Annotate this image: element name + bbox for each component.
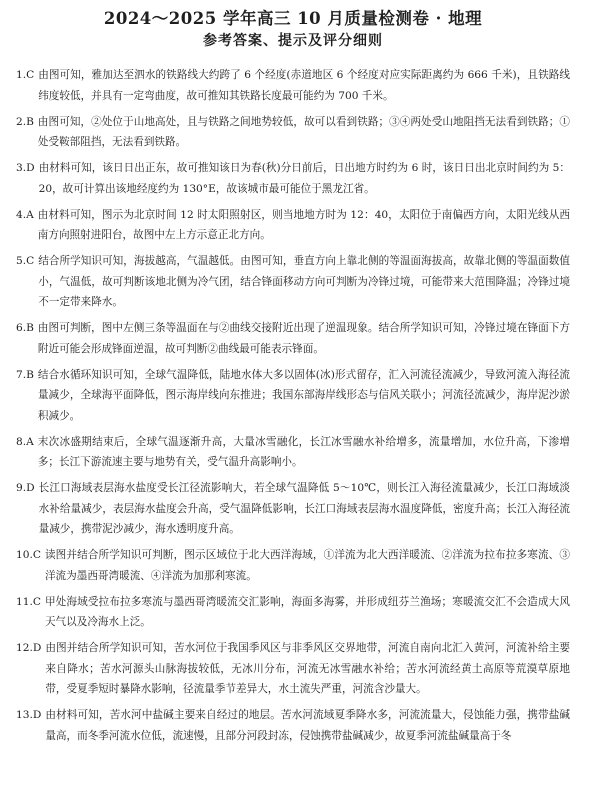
answer-explanation: 结合水循环知识可知，全球气温降低，陆地水体大多以固体(冰)形式留存，汇入河流径流减少，导致河流入海径流量减少，全球海平面降低，图示海岸线向东推进；我国东部海岸线形态与信风关联小；河流径流减少，海岸泥沙淤积减少。: [37, 368, 570, 422]
answer-item: [16, 592, 570, 633]
answer-number: 1.C: [16, 69, 35, 81]
answer-item: [16, 65, 570, 106]
answer-explanation: 长江口海域表层海水盐度受长江径流影响大，若全球气温降低 5～10℃，则长江入海径流量减少，长江口海域淡水补给量减少，表层海水盐度会升高，受气温降低影响，长江口海域表层海水温度降低，密度升高；长江入海径流量减少，携带泥沙减少，海水透明度升高。: [38, 482, 570, 535]
answer-explanation: 由材料可知，图示为北京时间 12 时太阳照射区，则当地地方时为 12：40，太阳位于南偏西方向，太阳光线从西南方向照射进阳台，故图中左上方示意正北方向。: [37, 208, 570, 241]
answer-number: 13.D: [16, 709, 42, 721]
answer-explanation: 由图可知，②处位于山地高处，且与铁路之间地势较低，故可以看到铁路；③④两处受山地阻挡无法看到铁路；①处受鞍部阻挡，无法看到铁路。: [37, 115, 570, 148]
answer-explanation: 由图可判断，图中左侧三条等温面在与②曲线交接附近出现了逆温现象。结合所学知识可知，冷锋过境在锋面下方附近可能会形成锋面逆温，故可判断②曲线最可能表示锋面。: [37, 322, 570, 355]
page-title: 2024～2025 学年高三 10 月质量检测卷 · 地理: [103, 9, 483, 28]
answer-item: [16, 158, 570, 199]
answer-number: 2.B: [16, 115, 34, 128]
answer-explanation: 由材料可知，苦水河中盐碱主要来自经过的地层。苦水河流域夏季降水多，河流流量大，侵蚀能力强，携带盐碱量高，而冬季河流水位低，流速慢，且部分河段封冻，侵蚀携带盐碱减少，故夏季河流盐碱量高于冬: [45, 709, 570, 742]
answer-explanation: 由图并结合所学知识可知，苦水河位于我国季风区与非季风区交界地带，河流自南向北汇入黄河，河流补给主要来自降水；苦水河源头山脉海拔较低，无冰川分布，河流无冰雪融水补给；苦水河流经黄土高原等荒漠草原地带，受夏季短时暴降水影响，径流量季节差异大，水土流失严重，河流含沙量大。: [45, 642, 570, 695]
answer-number: 3.D: [16, 162, 35, 174]
page-subtitle: 参考答案、提示及评分细则: [203, 33, 383, 49]
answer-number: 9.D: [16, 482, 35, 494]
answer-number: 4.A: [16, 208, 34, 221]
answer-item: [16, 705, 570, 746]
answer-number: 6.B: [16, 322, 34, 334]
answer-explanation: 末次冰盛期结束后，全球气温逐渐升高，大量冰雪融化，长江冰雪融水补给增多，流量增加，水位升高，下渗增多；长江下游流速主要与地势有关，受气温升高影响小。: [37, 435, 570, 468]
answer-number: 7.B: [16, 368, 34, 381]
answer-number: 12.D: [16, 642, 42, 654]
answer-explanation: 由图可知，雅加达至泗水的铁路线大约跨了 6 个经度(赤道地区 6 个经度对应实际距离约为 666 千米)，且铁路线纬度较低，并具有一定弯曲度，故可推知其铁路长度最可能约为 700 千米。: [38, 69, 570, 102]
answer-item: [16, 318, 570, 359]
answer-item: [16, 545, 570, 586]
answer-list: [16, 65, 570, 752]
answer-number: 5.C: [16, 255, 35, 267]
answer-item: [16, 638, 570, 700]
answer-item: [16, 365, 570, 427]
answer-item: [16, 112, 570, 153]
answer-item: [16, 251, 570, 313]
answer-item: [16, 478, 570, 540]
answer-item: [16, 432, 570, 473]
answer-explanation: 甲处海域受拉布拉多寒流与墨西哥湾暖流交汇影响，海面多海雾，并形成纽芬兰渔场；寒暖流交汇不会造成大风天气以及冷海水上泛。: [44, 595, 570, 628]
answer-number: 11.C: [16, 595, 41, 608]
answer-explanation: 由材料可知，该日日出正东，故可推知该日为春(秋)分日前后，日出地方时约为 6 时，该日日出北京时间约为 5：20，故可计算出该地经度约为 130°E，故该城市最可能位于黑龙江省。: [38, 162, 570, 195]
answer-explanation: 读图并结合所学知识可判断，图示区域位于北大西洋海域，①洋流为北大西洋暖流、②洋流为拉布拉多寒流、③洋流为墨西哥湾暖流、④洋流为加那利寒流。: [44, 549, 570, 582]
answer-number: 8.A: [16, 435, 34, 448]
answer-number: 10.C: [16, 549, 41, 561]
answer-explanation: 结合所学知识可知，海拔越高，气温越低。由图可知，垂直方向上靠北侧的等温面海拔高，故靠北侧的等温面数值小，气温低，故可判断该地北侧为冷气团，结合锋面移动方向可判断为冷锋过境，可能带来大范围降温；冷锋过境不一定带来降水。: [38, 255, 570, 308]
answer-item: [16, 205, 570, 246]
